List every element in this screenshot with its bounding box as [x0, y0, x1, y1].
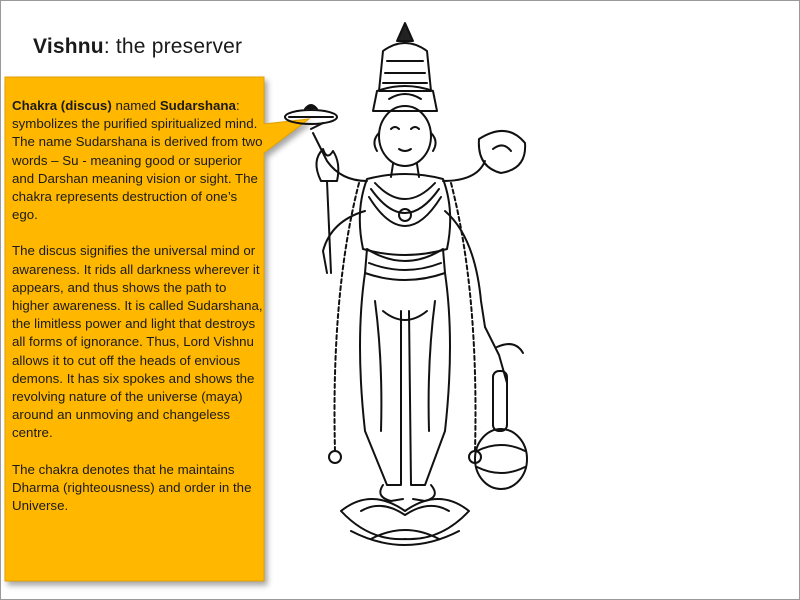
callout-p1-text-b: : symbolizes the purified spiritualized mind. The name Sudarshana is derived from two words – Su - meaning good or superior and Darshan meaning vision or sight. The chakra represents destruction of one’s ego.	[12, 98, 263, 223]
title-rest: : the preserver	[103, 35, 243, 58]
callout-paragraph-1	[12, 97, 264, 224]
chakra-term: Chakra (discus)	[12, 98, 112, 113]
sudarshana-term: Sudarshana	[159, 98, 236, 113]
callout-paragraph-3: The chakra denotes that he maintains Dharma (righteousness) and order in the Universe.	[12, 461, 252, 514]
vishnu-illustration	[271, 11, 791, 600]
callout-text	[12, 97, 264, 533]
vishnu-line-drawing-icon	[271, 11, 791, 600]
callout-paragraph-2: The discus signifies the universal mind or awareness. It rids all darkness wherever it appears, and thus shows the path to higher awareness. It is called Sudarshana, the limitless power and light that destroys all forms of ignorance. Thus, Lord Vishnu allows it to cut off the heads of envious demons. It has six spokes and shows the revolving nature of the universe (maya) around an unmoving and changeless centre.	[12, 243, 263, 441]
title-bold: Vishnu	[33, 35, 104, 58]
callout-p1-text-a: named	[111, 98, 160, 113]
